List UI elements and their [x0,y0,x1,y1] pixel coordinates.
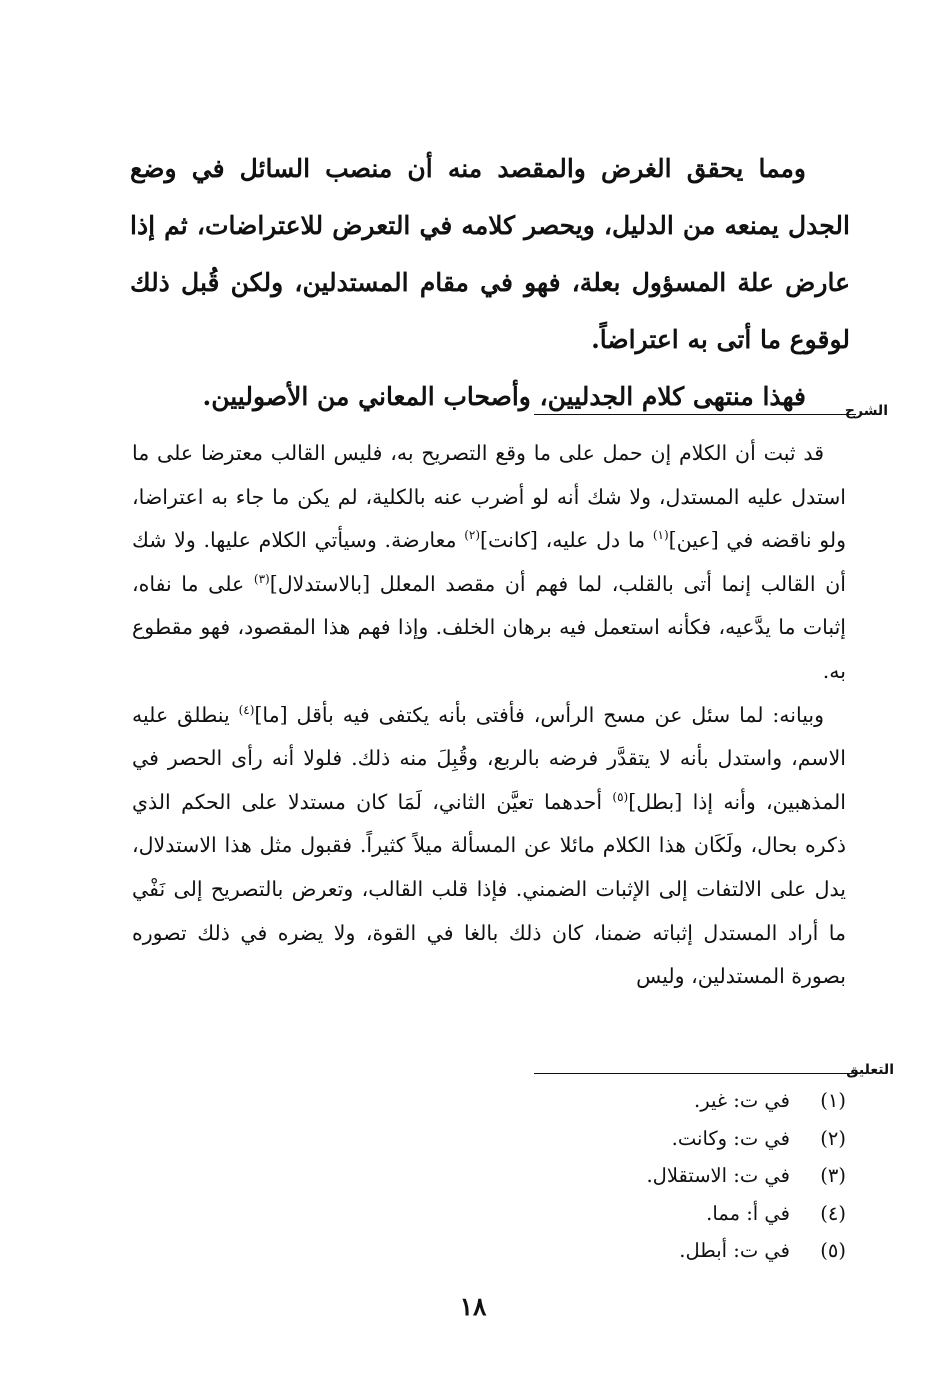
footnote-text: في ت: وكانت. [671,1126,790,1150]
footnote-3 [426,1157,846,1195]
footnote-number: (٤) [820,1201,846,1225]
footnote-ref-4: (٤) [238,702,255,717]
page-number: ١٨ [459,1292,487,1321]
footnote-ref-3: (٣) [253,571,270,586]
footnote-1 [426,1082,846,1120]
taaliq-divider [534,1073,852,1074]
sharh-text-run: أحدهما تعيَّن الثاني، لَمَا كان مستدلا على الحكم الذي ذكره بحال، ولَكَان هذا الكلام مائلا عن المسألة ميلاً كثيراً. فقبول مثل هذا الاستدلال، يدل على الالتفات إلى الإثبات الضمني. فإذا قلب القالب، وتعرض بالتصريح إلى نَفْي ما أراد المستدل إثباته ضمنا، كان ذلك بالغا في القوة، ولا يضره في ذلك تصوره بصورة المستدلين، وليس [132,789,846,989]
sharh-text-run: قد ثبت أن الكلام إن حمل على ما وقع التصريح به، فليس القالب معترضا على ما استدل عليه المستدل، ولا شك أنه لو أضرب عنه بالكلية، لم يكن ما جاء به اعتراضا، ولو ناقضه في [عين] [132,441,846,553]
footnote-text: في ت: أبطل. [679,1239,790,1262]
matn-text [130,140,850,425]
footnote-text: في أ: مما. [706,1201,790,1225]
taaliq-label: التعليق [846,1062,894,1078]
footnote-4 [426,1195,846,1233]
sharh-text-run: ينطلق عليه الاسم، واستدل بأنه لا يتقدَّر فرضه بالربع، وقُبِلَ منه ذلك. فلولا أنه رأى الحصر في المذهبين، وأنه إذا [بطل] [132,702,846,814]
footnote-number: (٥) [820,1239,846,1262]
matn-paragraph-2: فهذا منتهى كلام الجدليين، وأصحاب المعاني من الأصوليين. [202,382,806,411]
footnote-ref-1: (١) [652,528,669,543]
footnote-text: في ت: الاستقلال. [646,1164,790,1187]
footnote-ref-2: (٢) [464,528,481,543]
footnote-number: (١) [820,1089,846,1112]
footnote-2 [426,1120,846,1158]
sharh-divider [534,414,856,415]
sharh-label: الشرح [844,403,888,419]
sharh-text-run: وبيانه: لما سئل عن مسح الرأس، فأفتى بأنه يكتفى فيه بأقل [ما] [254,702,825,727]
matn-paragraph-1: ومما يحقق الغرض والمقصد منه أن منصب السائل في وضع الجدل يمنعه من الدليل، ويحصر كلامه في التعرض للاعتراضات، ثم إذا عارض علة المسؤول بعلة، فهو في مقام المستدلين، ولكن قُبل ذلك لوقوع ما أتى به اعتراضاً. [130,154,850,354]
sharh-text-run: ما دل عليه، [كانت] [480,528,653,553]
sharh-text-run: على ما نفاه، إثبات ما يدَّعيه، فكأنه استعمل فيه برهان الخلف. وإذا فهم هذا المقصود، فهو مقطوع به. [132,571,846,683]
sharh-paragraph-2 [132,694,846,999]
footnote-number: (٢) [820,1126,846,1150]
footnote-5 [426,1232,846,1270]
sharh-text [132,432,846,999]
footnote-number: (٣) [820,1164,846,1187]
footnotes [426,1082,846,1270]
footnote-ref-5: (٥) [612,789,629,804]
sharh-text-run: معارضة. وسيأتي الكلام عليها. ولا شك أن القالب إنما أتى بالقلب، لما فهم أن مقصد المعلل [بالاستدلال] [132,528,847,596]
footnote-text: في ت: غير. [694,1089,790,1112]
sharh-paragraph-1 [132,432,846,694]
